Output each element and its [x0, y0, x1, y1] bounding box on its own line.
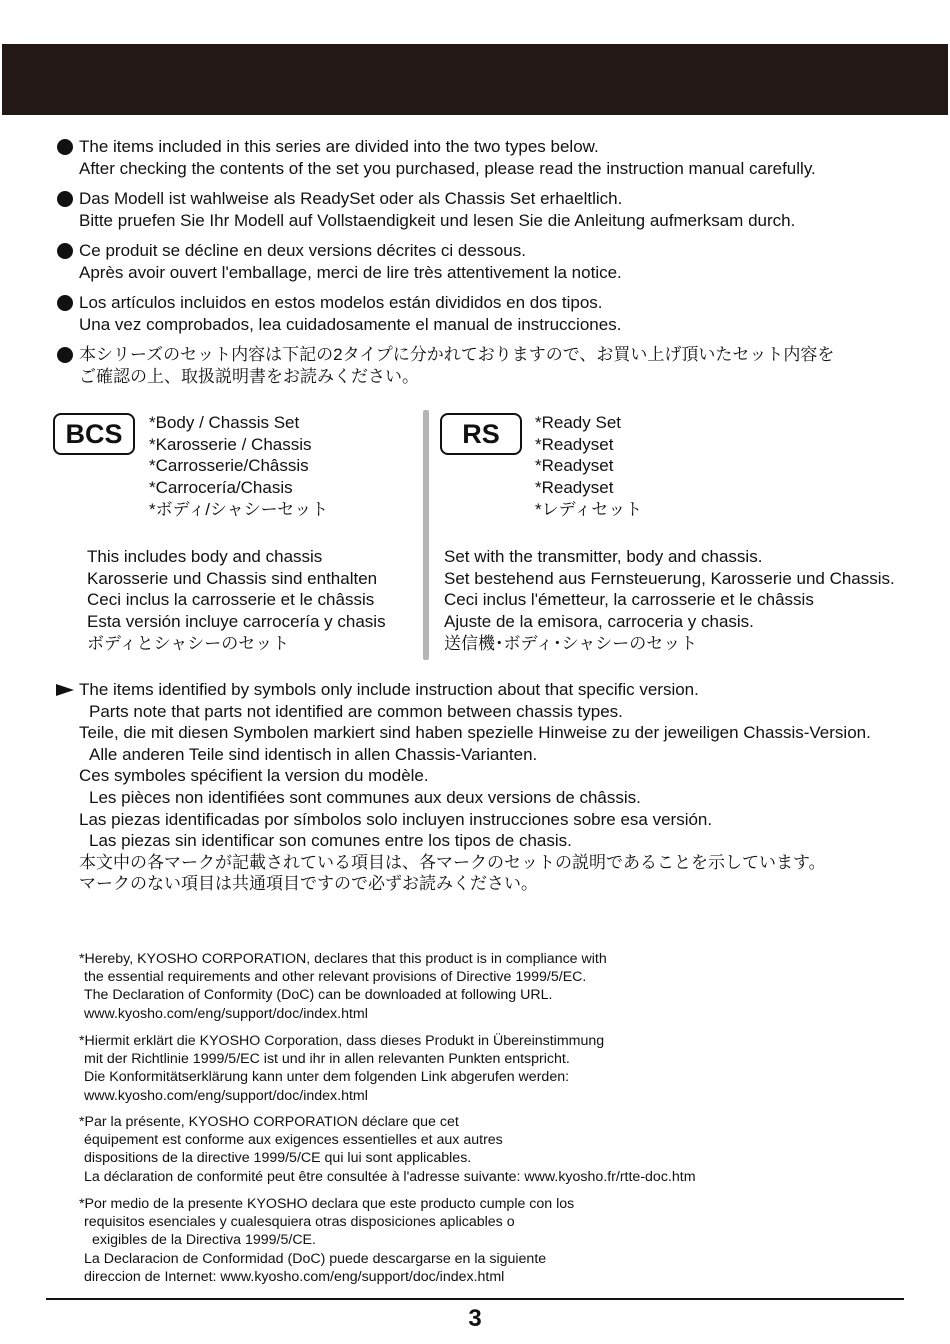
declaration-line: dispositions de la directive 1999/5/CE qui lui sont applicables.	[84, 1150, 472, 1167]
intro-line: 本シリーズのセット内容は下記の2タイプに分かれておりますので、お買い上げ頂いたセット内容を	[79, 345, 835, 364]
rs-name: *Readyset	[535, 456, 614, 476]
declaration-url: www.kyosho.com/eng/support/doc/index.html	[84, 1005, 368, 1022]
intro-line: Ce produit se décline en deux versions décrites ci dessous.	[79, 241, 526, 260]
rs-description: Ceci inclus l'émetteur, la carrosserie et le châssis	[444, 590, 814, 610]
bcs-badge: BCS	[53, 413, 135, 455]
declaration-line: requisitos esenciales y cualesquiera otras disposiciones aplicables o	[84, 1214, 515, 1231]
rs-name: *Ready Set	[535, 413, 621, 432]
rs-name: *Readyset	[535, 434, 614, 454]
rs-name-list	[535, 412, 642, 521]
intro-item-ja	[57, 344, 834, 388]
note-line: 本文中の各マークが記載されている項目は、各マークのセットの説明であることを示しています。	[79, 852, 826, 872]
bullet-icon	[57, 243, 73, 259]
bullet-icon	[57, 191, 73, 207]
bcs-name: *Carrocería/Chasis	[149, 478, 293, 498]
rs-name: *レディセット	[535, 499, 643, 519]
note-line: Teile, die mit diesen Symbolen markiert sind haben spezielle Hinweise zu der jeweiligen Chassis-Version.	[79, 723, 871, 743]
bcs-description: This includes body and chassis	[87, 547, 323, 566]
bcs-name: *Carrosserie/Châssis	[149, 456, 309, 476]
rs-description: 送信機･ボディ･シャシーのセット	[444, 633, 698, 653]
bcs-name: *Karosserie / Chassis	[149, 434, 312, 454]
intro-item-en	[57, 136, 816, 180]
bcs-description: Karosserie und Chassis sind enthalten	[87, 568, 378, 588]
declaration-line: direccion de Internet: www.kyosho.com/eng/support/doc/index.html	[84, 1268, 505, 1285]
bcs-name: *Body / Chassis Set	[149, 413, 300, 432]
note-line: マークのない項目は共通項目ですので必ずお読みください。	[79, 874, 538, 894]
bullet-icon	[57, 139, 73, 155]
intro-line: Una vez comprobados, lea cuidadosamente el manual de instrucciones.	[79, 315, 622, 334]
note-line: The items identified by symbols only include instruction about that specific version.	[79, 680, 699, 699]
declaration-en	[79, 950, 607, 1023]
rs-description: Set bestehend aus Fernsteuerung, Karosserie und Chassis.	[444, 568, 895, 588]
note-line: Alle anderen Teile sind identisch in allen Chassis-Varianten.	[89, 744, 538, 764]
intro-line: The items included in this series are divided into the two types below.	[79, 137, 599, 156]
rs-description-list	[444, 546, 895, 655]
rs-name: *Readyset	[535, 478, 614, 498]
rs-description: Set with the transmitter, body and chassis.	[444, 547, 763, 566]
intro-line: Los artículos incluidos en estos modelos están divididos en dos tipos.	[79, 293, 603, 312]
declaration-line: *Hiermit erklärt die KYOSHO Corporation, dass dieses Produkt in Übereinstimmung	[79, 1033, 605, 1049]
declaration-line: *Por medio de la presente KYOSHO declara que este producto cumple con los	[79, 1196, 575, 1212]
note-line: Las piezas sin identificar son comunes entre los tipos de chasis.	[89, 831, 572, 851]
column-divider	[423, 410, 429, 660]
bullet-icon	[57, 347, 73, 363]
bcs-name-list	[149, 412, 328, 521]
bcs-description: Ceci inclus la carrosserie et le châssis	[87, 590, 375, 610]
intro-item-fr	[57, 240, 622, 284]
rs-description: Ajuste de la emisora, carroceria y chasis.	[444, 612, 754, 632]
intro-line: Das Modell ist wahlweise als ReadySet oder als Chassis Set erhaeltlich.	[79, 189, 623, 208]
bcs-description: Esta versión incluye carrocería y chasis	[87, 612, 386, 632]
note-line: Les pièces non identifiées sont communes aux deux versions de châssis.	[89, 787, 641, 807]
declaration-url: www.kyosho.com/eng/support/doc/index.html	[84, 1087, 368, 1104]
note-line: Parts note that parts not identified are common between chassis types.	[89, 701, 623, 721]
rs-badge: RS	[440, 413, 522, 455]
declaration-line: La Declaracion de Conformidad (DoC) puede descargarse en la siguiente	[84, 1250, 547, 1267]
intro-line: Bitte pruefen Sie Ihr Modell auf Vollstaendigkeit und lesen Sie die Anleitung aufmerksam durch.	[79, 211, 796, 230]
declaration-line: équipement est conforme aux exigences essentielles et aux autres	[84, 1132, 503, 1149]
bcs-description: ボディとシャシーのセット	[87, 633, 290, 653]
bcs-name: *ボディ/シャシーセット	[149, 499, 329, 519]
declaration-fr	[79, 1113, 696, 1186]
note-line: Las piezas identificadas por símbolos solo incluyen instrucciones sobre esa versión.	[79, 809, 713, 829]
bcs-description-list	[87, 546, 386, 655]
intro-line: Après avoir ouvert l'emballage, merci de lire très attentivement la notice.	[79, 263, 622, 282]
declaration-line: exigibles de la Directiva 1999/5/CE.	[92, 1232, 316, 1249]
declaration-line: the essential requirements and other relevant provisions of Directive 1999/5/EC.	[84, 969, 587, 986]
header-bar	[2, 44, 948, 115]
declaration-line: mit der Richtlinie 1999/5/EC ist und ihr in allen relevanten Punkten entspricht.	[84, 1051, 570, 1068]
declaration-line: The Declaration of Conformity (DoC) can be downloaded at following URL.	[84, 987, 553, 1004]
intro-line: ご確認の上、取扱説明書をお読みください。	[79, 367, 419, 386]
declaration-line: La déclaration de conformité peut être consultée à l'adresse suivante: www.kyosho.fr/rtte-doc.htm	[84, 1168, 696, 1185]
note-line: Ces symboles spécifient la version du modèle.	[79, 766, 429, 786]
declaration-es	[79, 1195, 574, 1286]
declaration-line: Die Konformitätserklärung kann unter dem folgenden Link abgerufen werden:	[84, 1069, 570, 1086]
symbol-notes	[79, 679, 871, 895]
declaration-line: *Par la présente, KYOSHO CORPORATION déclare que cet	[79, 1114, 459, 1130]
intro-line: After checking the contents of the set you purchased, please read the instruction manual carefully.	[79, 159, 816, 178]
arrow-right-icon	[56, 684, 74, 696]
bullet-icon	[57, 295, 73, 311]
intro-item-es	[57, 292, 621, 336]
footer-rule	[46, 1298, 904, 1300]
intro-item-de	[57, 188, 795, 232]
declaration-de	[79, 1032, 604, 1105]
declaration-line: *Hereby, KYOSHO CORPORATION, declares that this product is in compliance with	[79, 951, 607, 967]
page-number: 3	[468, 1305, 482, 1332]
